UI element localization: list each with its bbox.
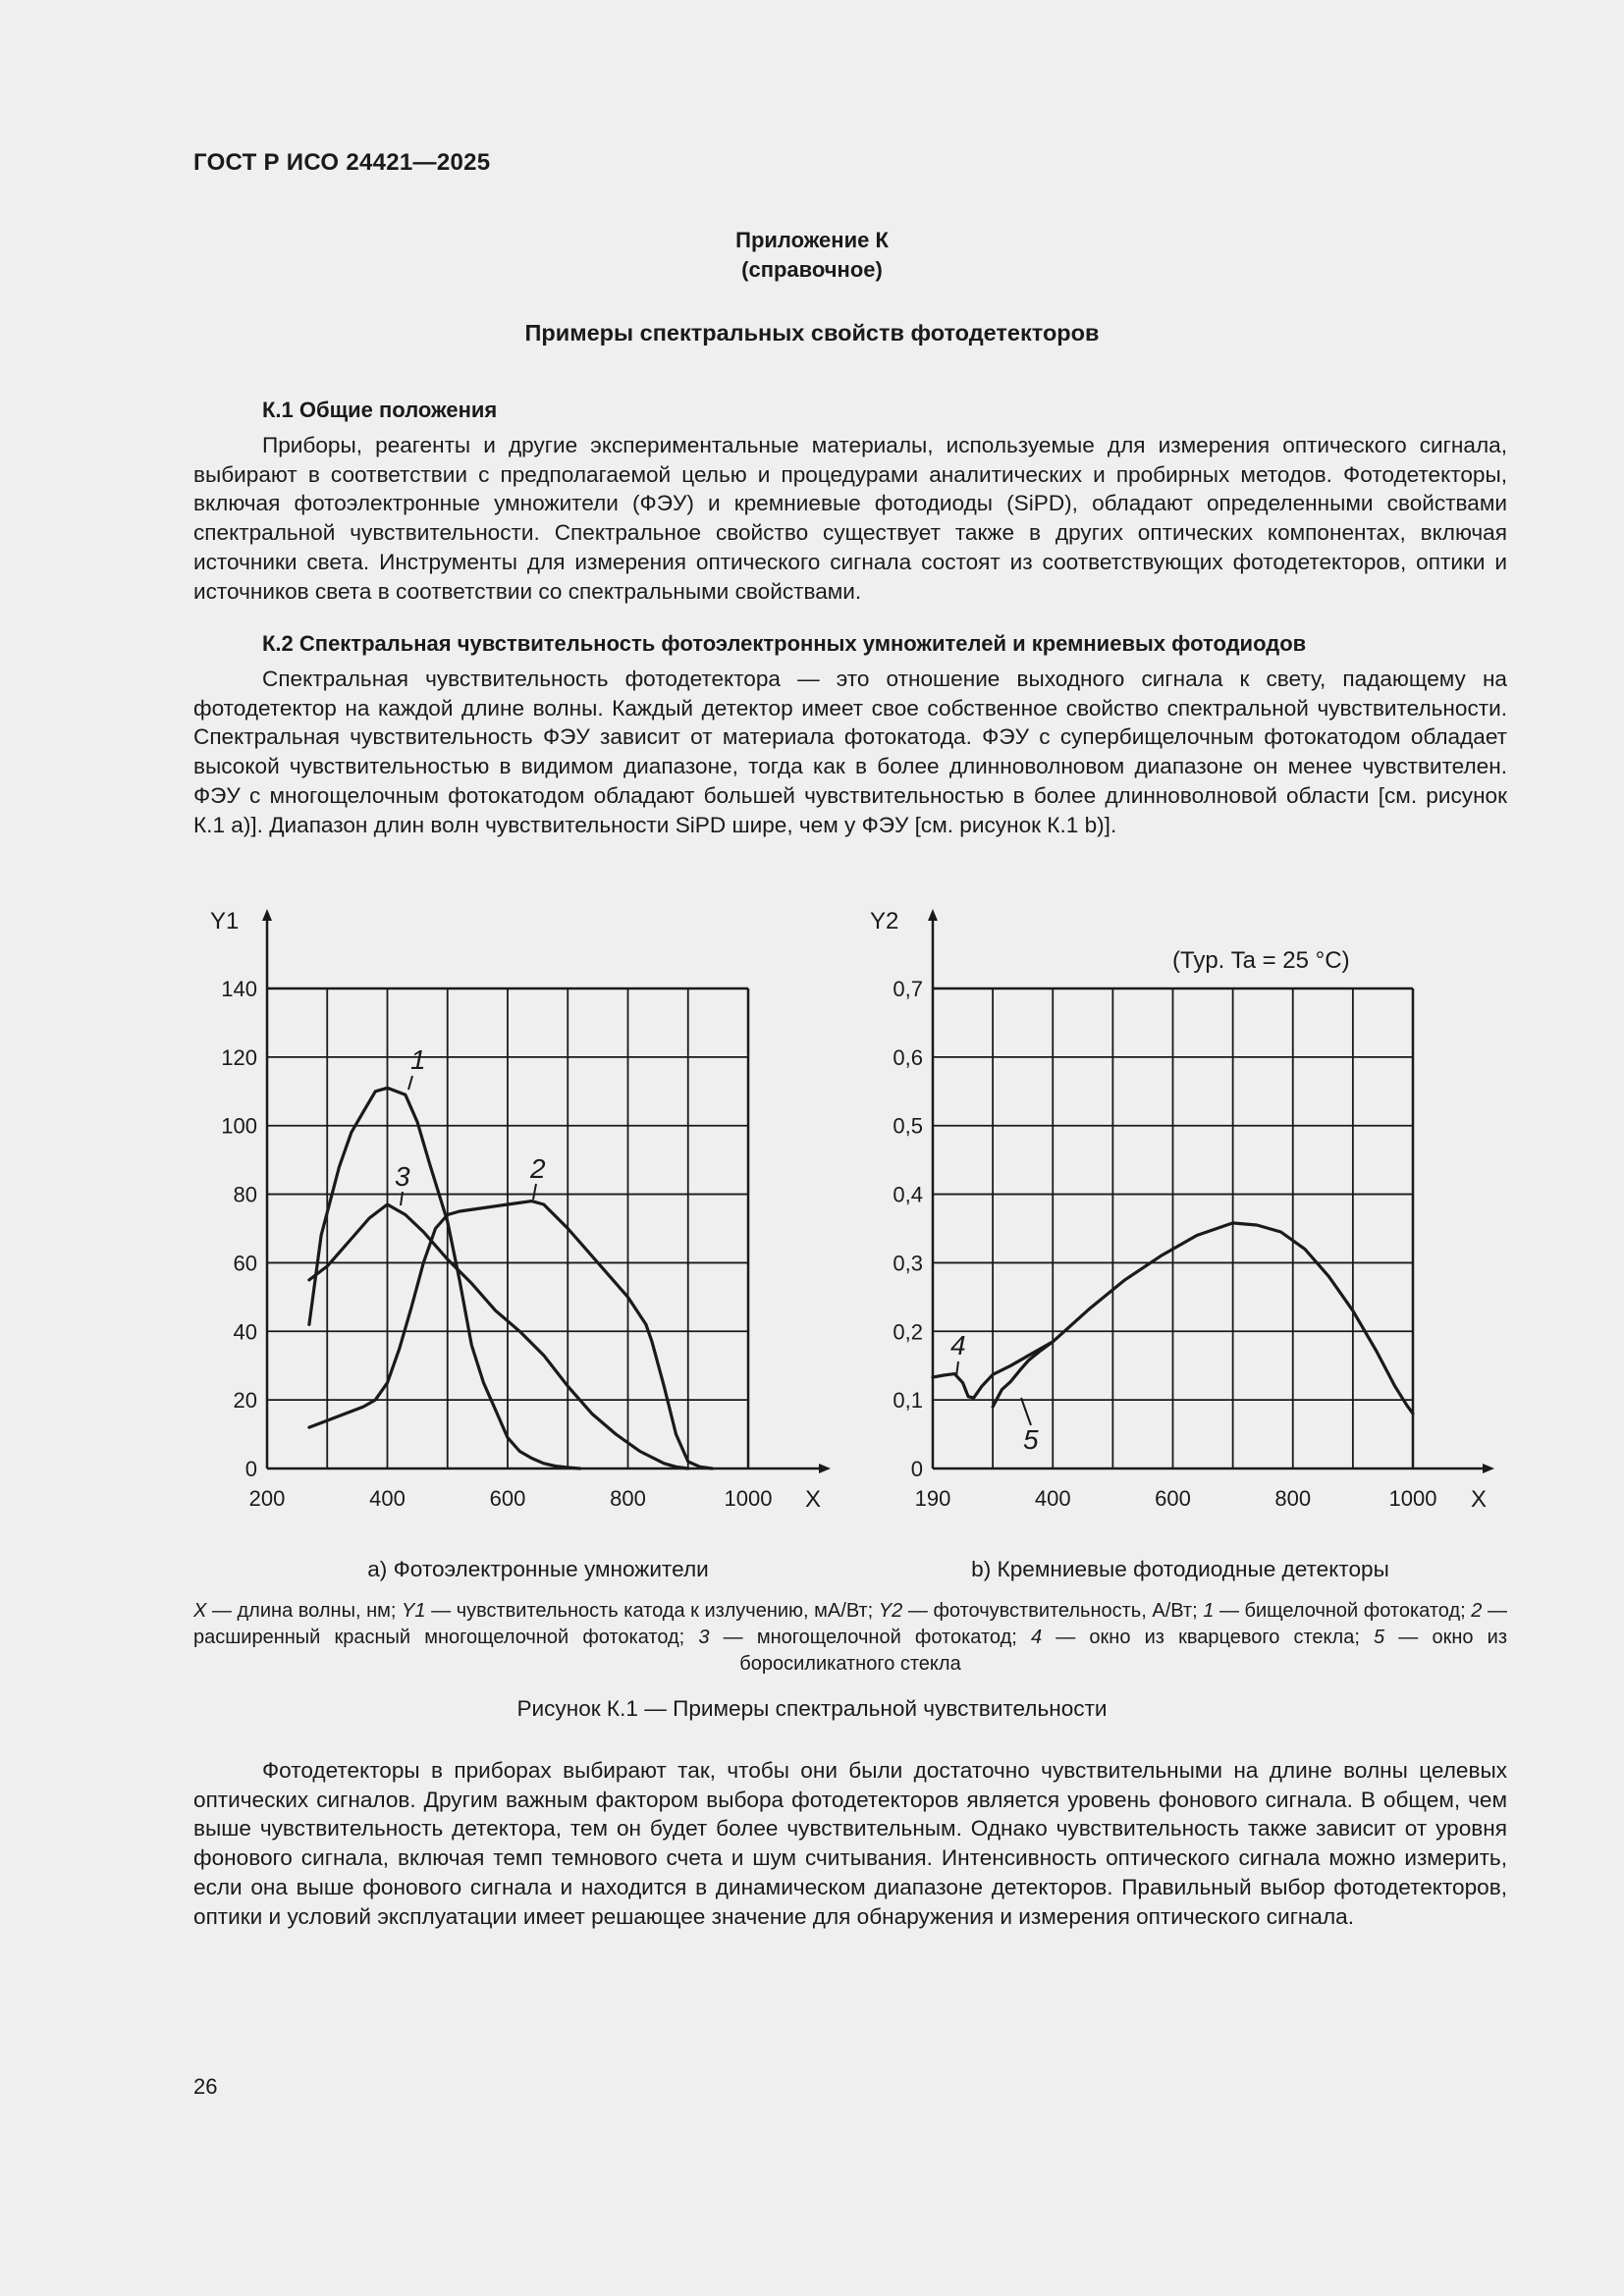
series-line-3 (309, 1204, 688, 1468)
chart-b-xlabel: X (1471, 1486, 1488, 1513)
chart-a-x-ticks (249, 1486, 773, 1511)
chart-b-ylabel: Y2 (870, 908, 899, 934)
series-label-4: 4 (950, 1330, 966, 1361)
section-3-text: Фотодетекторы в приборах выбирают так, чтобы они были достаточно чувствительными на длине волны целевых оптических сигналов. Другим важным фактором выбора фотодетекторов является уровень фонового сигнала. В общем, чем выше чувствительность детектора, тем он будет более чувствительным. Однако чувствительность также зависит от уровня фонового сигнала, включая темп темнового счета и шум считывания. Интенсивность оптического сигнала можно измерить, если она выше фонового сигнала и находится в динамическом диапазоне детекторов. Правильный выбор фотодетекторов, оптики и условий эксплуатации имеет решающее значение для обнаружения и измерения оптического сигнала. (193, 1758, 1507, 1929)
chart-a-xlabel: X (805, 1486, 822, 1513)
x-tick-label: 1000 (724, 1486, 773, 1511)
y-tick-label: 0,4 (893, 1182, 923, 1207)
y-tick-label: 140 (221, 977, 257, 1001)
chart-a-series (309, 1088, 712, 1468)
chart-a-y-ticks (221, 977, 257, 1481)
standard-code: ГОСТ Р ИСО 24421—2025 (193, 149, 491, 176)
section-2-heading: К.2 Спектральная чувствительность фотоэлектронных умножителей и кремниевых фотодиодов (262, 631, 1307, 656)
series-leader-5 (1021, 1398, 1031, 1425)
series-leader-4 (956, 1362, 958, 1376)
x-tick-label: 600 (1155, 1486, 1191, 1511)
series-label-3: 3 (395, 1161, 410, 1192)
chart-b-annotation: (Typ. Ta = 25 °C) (1172, 947, 1350, 974)
section-2-text: Спектральная чувствительность фотодетектора — это отношение выходного сигнала к свету, падающему на фотодетектор на каждой длине волны. Каждый детектор имеет свое собственное свойство спектральной чувствительности. Спектральная чувствительность ФЭУ зависит от материала фотокатода. ФЭУ с супербищелочным фотокатодом обладает высокой чувствительностью в видимом диапазоне, тогда как в более длинноволновом диапазоне он менее чувствителен. ФЭУ с многощелочным фотокатодом обладают большей чувствительностью в более длинноволновой области [см. рисунок К.1 а)]. Диапазон длин волн чувствительности SiPD шире, чем у ФЭУ [см. рисунок К.1 b)]. (193, 667, 1507, 837)
annex-status: (справочное) (741, 257, 883, 282)
x-tick-label: 1000 (1388, 1486, 1437, 1511)
x-tick-label: 200 (248, 1486, 286, 1511)
figure-legend: X — длина волны, нм; Y1 — чувствительность катода к излучению, мА/Вт; Y2 — фоточувствительность, А/Вт; 1 — бищелочной фотокатод; 2 — расширенный красный многощелочной фотокатод; 3 — многощелочной фотокатод; 4 — окно из кварцевого стекла; 5 — окно из боросиликатного стекла (193, 1600, 1508, 1675)
subcaption-b: b) Кремниевые фотодиодные детекторы (971, 1557, 1389, 1581)
annex-title: Приложение К (735, 228, 889, 252)
chart-b-x-ticks (915, 1486, 1437, 1511)
y-tick-label: 40 (233, 1319, 257, 1345)
series-line-2 (309, 1201, 712, 1468)
section-1-heading: К.1 Общие положения (262, 398, 498, 422)
y-tick-label: 0,5 (893, 1113, 923, 1139)
subcaption-a: а) Фотоэлектронные умножители (367, 1557, 709, 1581)
y-tick-label: 0 (244, 1457, 257, 1481)
y-tick-label: 120 (221, 1044, 257, 1070)
y-tick-label: 100 (221, 1113, 257, 1139)
x-tick-label: 600 (489, 1486, 526, 1511)
chart-photomultipliers (210, 908, 825, 1513)
series-label-1: 1 (410, 1044, 426, 1075)
section-1-text: Приборы, реагенты и другие экспериментальные материалы, используемые для измерения оптического сигнала, выбирают в соответствии с предполагаемой целью и процедурами аналитических и пробирных методов. Фотодетекторы, включая фотоэлектронные умножители (ФЭУ) и кремниевые фотодиоды (SiPD), обладают определенными свойствами спектральной чувствительности. Спектральное свойство существует также в других оптических компонентах, включая источники света. Инструменты для измерения оптического сигнала состоят из соответствующих фотодетекторов, оптики и источников света в соответствии со спектральными свойствами. (193, 433, 1507, 604)
chart-silicon-photodiodes (870, 908, 1489, 1513)
figure-caption: Рисунок К.1 — Примеры спектральной чувствительности (516, 1696, 1108, 1721)
chart-b-y-ticks (893, 977, 923, 1481)
x-tick-label: 800 (610, 1486, 646, 1511)
y-tick-label: 0,6 (893, 1044, 923, 1070)
series-label-5: 5 (1023, 1424, 1039, 1455)
series-leader-1 (408, 1076, 412, 1090)
series-label-2: 2 (530, 1153, 546, 1184)
series-line-5 (993, 1342, 1053, 1407)
annex-name: Примеры спектральных свойств фотодетекторов (524, 320, 1100, 346)
y-tick-label: 20 (233, 1388, 257, 1414)
y-tick-label: 80 (233, 1182, 257, 1207)
chart-b-grid (933, 988, 1413, 1468)
x-tick-label: 800 (1274, 1486, 1312, 1511)
page-number: 26 (193, 2074, 218, 2099)
y-tick-label: 0,2 (893, 1319, 923, 1345)
x-tick-label: 400 (369, 1486, 406, 1511)
y-tick-label: 0 (910, 1457, 923, 1481)
chart-a-ylabel: Y1 (210, 908, 240, 934)
y-tick-label: 0,3 (893, 1251, 923, 1276)
x-tick-label: 190 (914, 1486, 951, 1511)
series-leader-2 (533, 1184, 536, 1200)
y-tick-label: 0,7 (893, 977, 923, 1001)
chart-a-grid (267, 988, 748, 1468)
x-tick-label: 400 (1034, 1486, 1071, 1511)
y-tick-label: 0,1 (893, 1388, 923, 1414)
y-tick-label: 60 (233, 1251, 257, 1276)
